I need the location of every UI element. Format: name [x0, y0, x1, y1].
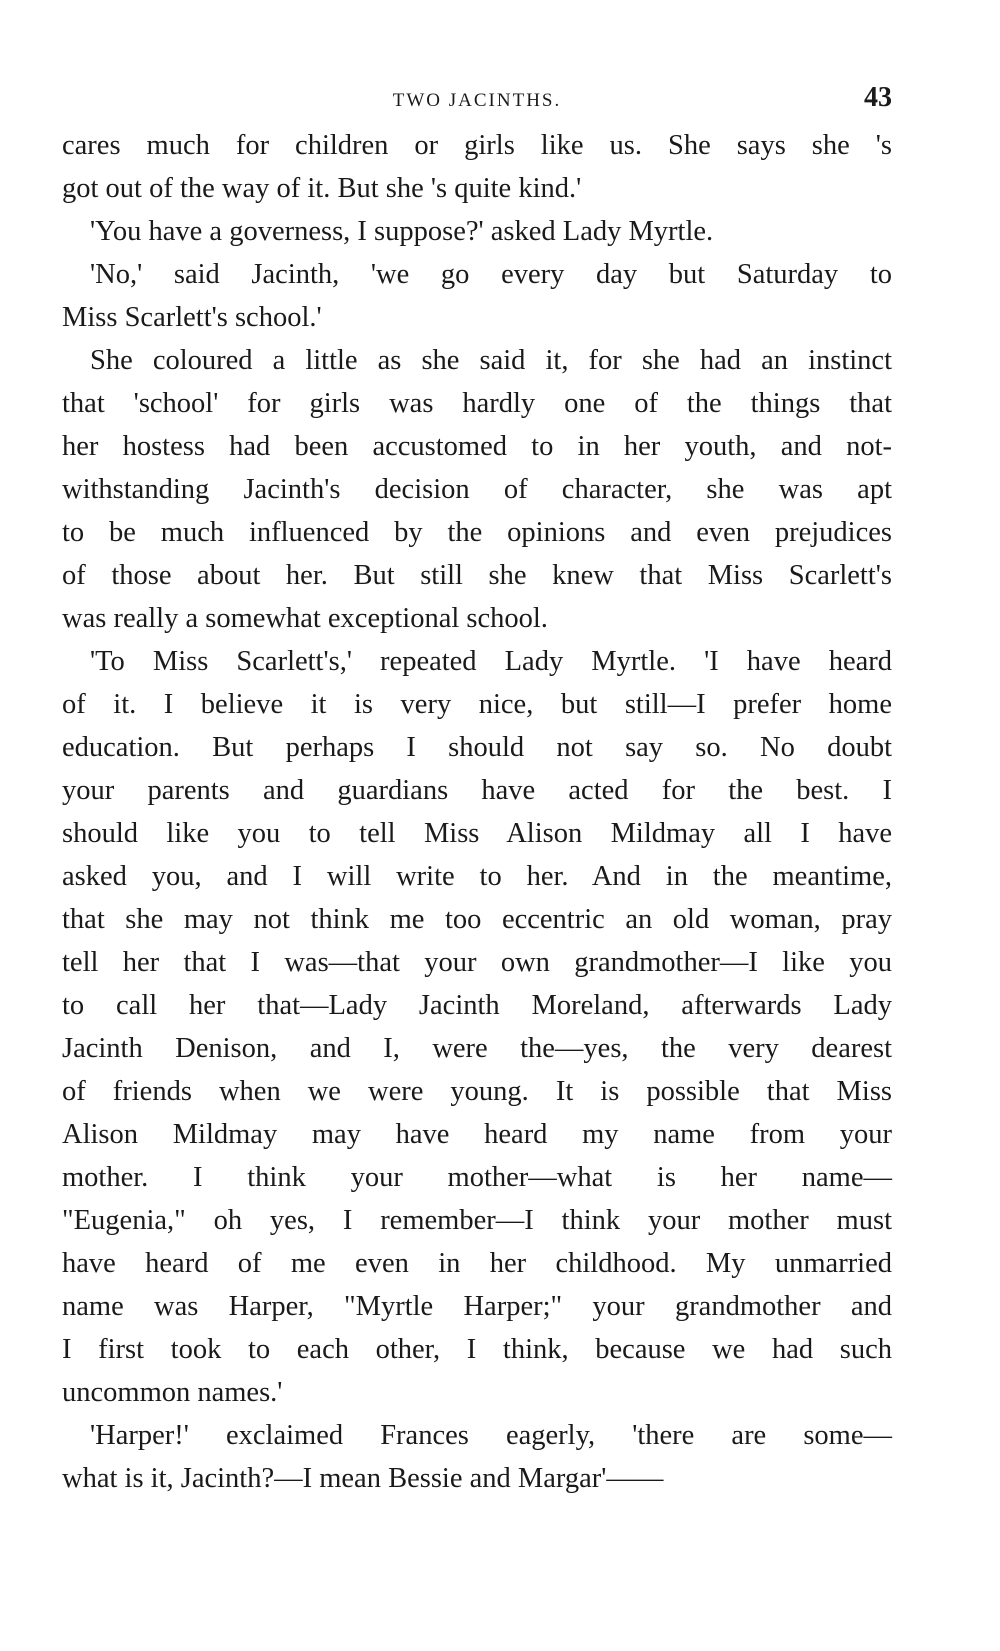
text-line: 'No,' said Jacinth, 'we go every day but Saturday to	[90, 259, 892, 290]
paragraph-p1	[62, 124, 892, 210]
book-page	[62, 80, 892, 1500]
running-head	[62, 80, 892, 124]
running-title: TWO JACINTHS.	[392, 90, 562, 111]
text-line: cares much for children or girls like us. She says she 's	[62, 130, 892, 161]
text-line: was really a somewhat exceptional school.	[62, 603, 548, 634]
text-line: her hostess had been accustomed to in her youth, and not-	[62, 431, 892, 462]
text-line: asked you, and I will write to her. And in the meantime,	[62, 861, 892, 892]
text-line: of friends when we were young. It is possible that Miss	[62, 1076, 892, 1107]
text-line: that she may not think me too eccentric an old woman, pray	[62, 904, 892, 935]
text-line: Alison Mildmay may have heard my name from your	[62, 1119, 892, 1150]
paragraph-p6	[62, 1414, 892, 1500]
text-line: of those about her. But still she knew that Miss Scarlett's	[62, 560, 892, 591]
text-line: should like you to tell Miss Alison Mildmay all I have	[62, 818, 892, 849]
body-text	[62, 124, 892, 1500]
text-line: Jacinth Denison, and I, were the—yes, the very dearest	[62, 1033, 892, 1064]
text-line: to call her that—Lady Jacinth Moreland, afterwards Lady	[62, 990, 892, 1021]
text-line: 'Harper!' exclaimed Frances eagerly, 'there are some—	[90, 1420, 892, 1451]
text-line: 'You have a governess, I suppose?' asked Lady Myrtle.	[90, 216, 714, 247]
page-number: 43	[864, 82, 892, 113]
text-line: tell her that I was—that your own grandmother—I like you	[62, 947, 892, 978]
text-line: have heard of me even in her childhood. My unmarried	[62, 1248, 892, 1279]
text-line: I first took to each other, I think, because we had such	[62, 1334, 892, 1365]
paragraph-p3	[62, 253, 892, 339]
text-line: She coloured a little as she said it, for she had an instinct	[90, 345, 892, 376]
text-line: mother. I think your mother—what is her name—	[62, 1162, 892, 1193]
text-line: your parents and guardians have acted for the best. I	[62, 775, 892, 806]
paragraph-p2	[62, 210, 892, 253]
paragraph-p4	[62, 339, 892, 640]
text-line: got out of the way of it. But she 's quite kind.'	[62, 173, 582, 204]
paragraph-p5	[62, 640, 892, 1414]
text-line: uncommon names.'	[62, 1377, 283, 1408]
text-line: withstanding Jacinth's decision of character, she was apt	[62, 474, 892, 505]
text-line: "Eugenia," oh yes, I remember—I think your mother must	[62, 1205, 892, 1236]
text-line: of it. I believe it is very nice, but still—I prefer home	[62, 689, 892, 720]
text-line: that 'school' for girls was hardly one of the things that	[62, 388, 892, 419]
text-line: what is it, Jacinth?—I mean Bessie and Margar'——	[62, 1463, 664, 1494]
text-line: name was Harper, "Myrtle Harper;" your grandmother and	[62, 1291, 892, 1322]
text-line: to be much influenced by the opinions and even prejudices	[62, 517, 892, 548]
text-line: 'To Miss Scarlett's,' repeated Lady Myrtle. 'I have heard	[90, 646, 892, 677]
text-line: education. But perhaps I should not say so. No doubt	[62, 732, 892, 763]
text-line: Miss Scarlett's school.'	[62, 302, 322, 333]
